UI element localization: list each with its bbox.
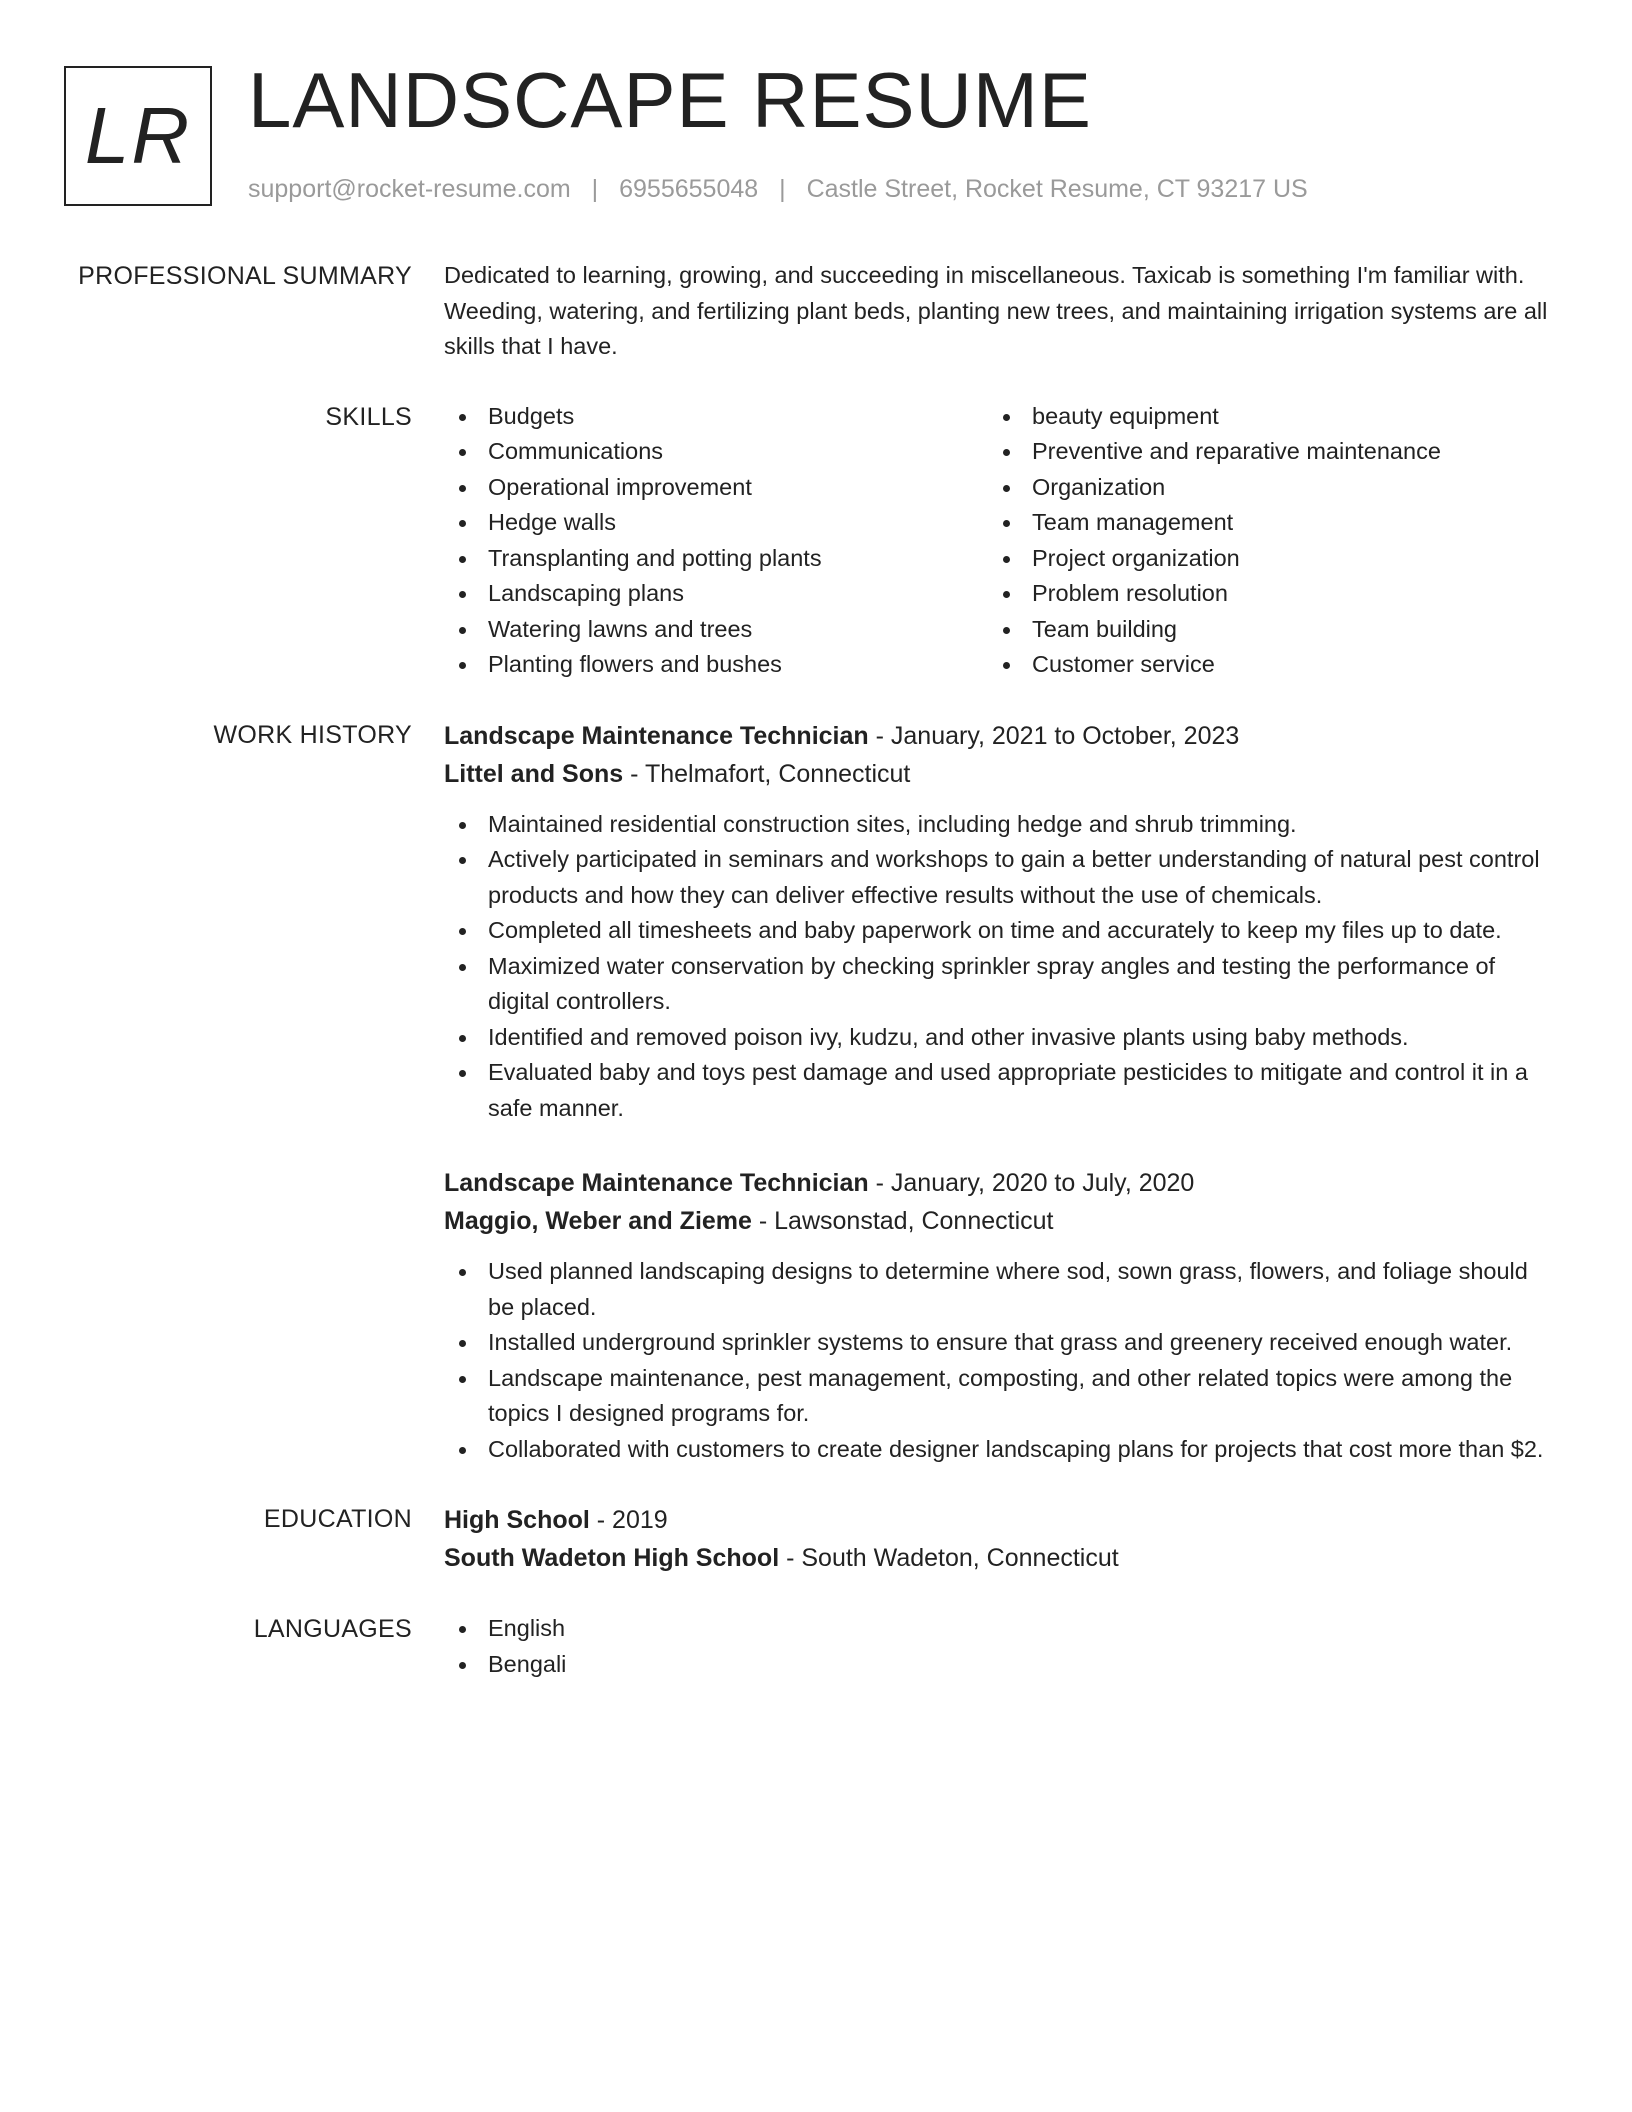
job-bullet: Collaborated with customers to create designer landscaping plans for projects that cost more than $2.: [444, 1432, 1554, 1468]
section-body: [444, 717, 1554, 1468]
job-bullet: Evaluated baby and toys pest damage and used appropriate pesticides to mitigate and control it in a safe manner.: [444, 1055, 1554, 1126]
job-entry: [444, 1164, 1554, 1467]
job-location: - Thelmafort, Connecticut: [623, 759, 911, 788]
job-title-line: [444, 717, 1554, 755]
section-work-history: [0, 717, 1632, 1468]
section-label: PROFESSIONAL SUMMARY: [78, 262, 412, 290]
contact-email[interactable]: support@rocket-resume.com: [248, 175, 571, 203]
resume-sections: [0, 258, 1632, 1716]
job-bullet: Installed underground sprinkler systems to ensure that grass and greenery received enough water.: [444, 1325, 1554, 1361]
education-school: South Wadeton High School: [444, 1544, 780, 1572]
skill-item: Landscaping plans: [444, 576, 988, 612]
summary-text: Dedicated to learning, growing, and succeeding in miscellaneous. Taxicab is something I'm familiar with. Weeding, watering, and fertilizing plant beds, planting new trees, and maintaining irrigation systems are all skills that I have.: [444, 262, 1548, 359]
skills-column-right: [988, 399, 1532, 683]
job-bullet: Used planned landscaping designs to determine where sod, sown grass, flowers, and foliage should be placed.: [444, 1254, 1554, 1325]
resume-title: LANDSCAPE RESUME: [248, 56, 1092, 144]
contact-phone[interactable]: 6955655048: [619, 175, 759, 203]
skill-item: Budgets: [444, 399, 988, 435]
section-education: [0, 1501, 1632, 1577]
language-item: English: [444, 1611, 1554, 1647]
job-company-line: [444, 1202, 1554, 1240]
job-dates: - January, 2021 to October, 2023: [868, 721, 1240, 750]
education-year: - 2019: [589, 1506, 668, 1534]
section-skills: [0, 399, 1632, 683]
skill-item: Organization: [988, 470, 1532, 506]
skill-item: Team building: [988, 612, 1532, 648]
monogram-initials: LR: [84, 91, 192, 180]
skill-item: Problem resolution: [988, 576, 1532, 612]
skill-item: Preventive and reparative maintenance: [988, 434, 1532, 470]
job-title-line: [444, 1164, 1554, 1202]
skill-item: Communications: [444, 434, 988, 470]
job-bullet: Landscape maintenance, pest management, composting, and other related topics were among the topics I designed programs for.: [444, 1361, 1554, 1432]
job-bullet: Maintained residential construction sites, including hedge and shrub trimming.: [444, 807, 1554, 843]
skill-item: Team management: [988, 505, 1532, 541]
job-bullet: Completed all timesheets and baby paperwork on time and accurately to keep my files up to date.: [444, 913, 1554, 949]
section-body: [444, 1501, 1554, 1577]
contact-line: [248, 174, 1308, 204]
section-label: SKILLS: [325, 402, 412, 431]
education-location: - South Wadeton, Connecticut: [779, 1544, 1119, 1572]
section-languages: [0, 1611, 1632, 1682]
section-body: [444, 1611, 1554, 1682]
contact-address: Castle Street, Rocket Resume, CT 93217 US: [806, 175, 1308, 203]
skill-item: Customer service: [988, 647, 1532, 683]
education-degree: High School: [444, 1506, 590, 1534]
skill-item: Watering lawns and trees: [444, 612, 988, 648]
education-school-line: [444, 1539, 1554, 1577]
section-label: EDUCATION: [263, 1505, 412, 1533]
section-summary: [0, 258, 1632, 365]
job-company: Maggio, Weber and Zieme: [444, 1207, 752, 1235]
job-location: - Lawsonstad, Connecticut: [751, 1207, 1054, 1235]
job-bullet: Maximized water conservation by checking sprinkler spray angles and testing the performance of digital controllers.: [444, 949, 1554, 1020]
skill-item: Hedge walls: [444, 505, 988, 541]
section-label: LANGUAGES: [253, 1615, 412, 1643]
skills-grid: [444, 399, 1554, 683]
job-company: Littel and Sons: [444, 759, 624, 788]
contact-separator: |: [779, 175, 786, 203]
job-bullet: Identified and removed poison ivy, kudzu, and other invasive plants using baby methods.: [444, 1020, 1554, 1056]
skill-item: Operational improvement: [444, 470, 988, 506]
skill-item: beauty equipment: [988, 399, 1532, 435]
skills-column-left: [444, 399, 988, 683]
education-degree-line: [444, 1501, 1554, 1539]
contact-separator: |: [591, 175, 599, 203]
job-title: Landscape Maintenance Technician: [444, 1169, 869, 1197]
skill-item: Project organization: [988, 541, 1532, 577]
job-title: Landscape Maintenance Technician: [444, 721, 869, 750]
monogram-logo: [64, 66, 212, 206]
section-body: [444, 258, 1554, 365]
job-bullet: Actively participated in seminars and workshops to gain a better understanding of natural pest control products and how they can deliver effective results without the use of chemicals.: [444, 842, 1554, 913]
job-company-line: [444, 755, 1554, 793]
section-label: WORK HISTORY: [213, 720, 412, 749]
skill-item: Planting flowers and bushes: [444, 647, 988, 683]
skill-item: Transplanting and potting plants: [444, 541, 988, 577]
job-entry: [444, 717, 1554, 1127]
job-dates: - January, 2020 to July, 2020: [868, 1169, 1195, 1197]
language-item: Bengali: [444, 1647, 1554, 1683]
